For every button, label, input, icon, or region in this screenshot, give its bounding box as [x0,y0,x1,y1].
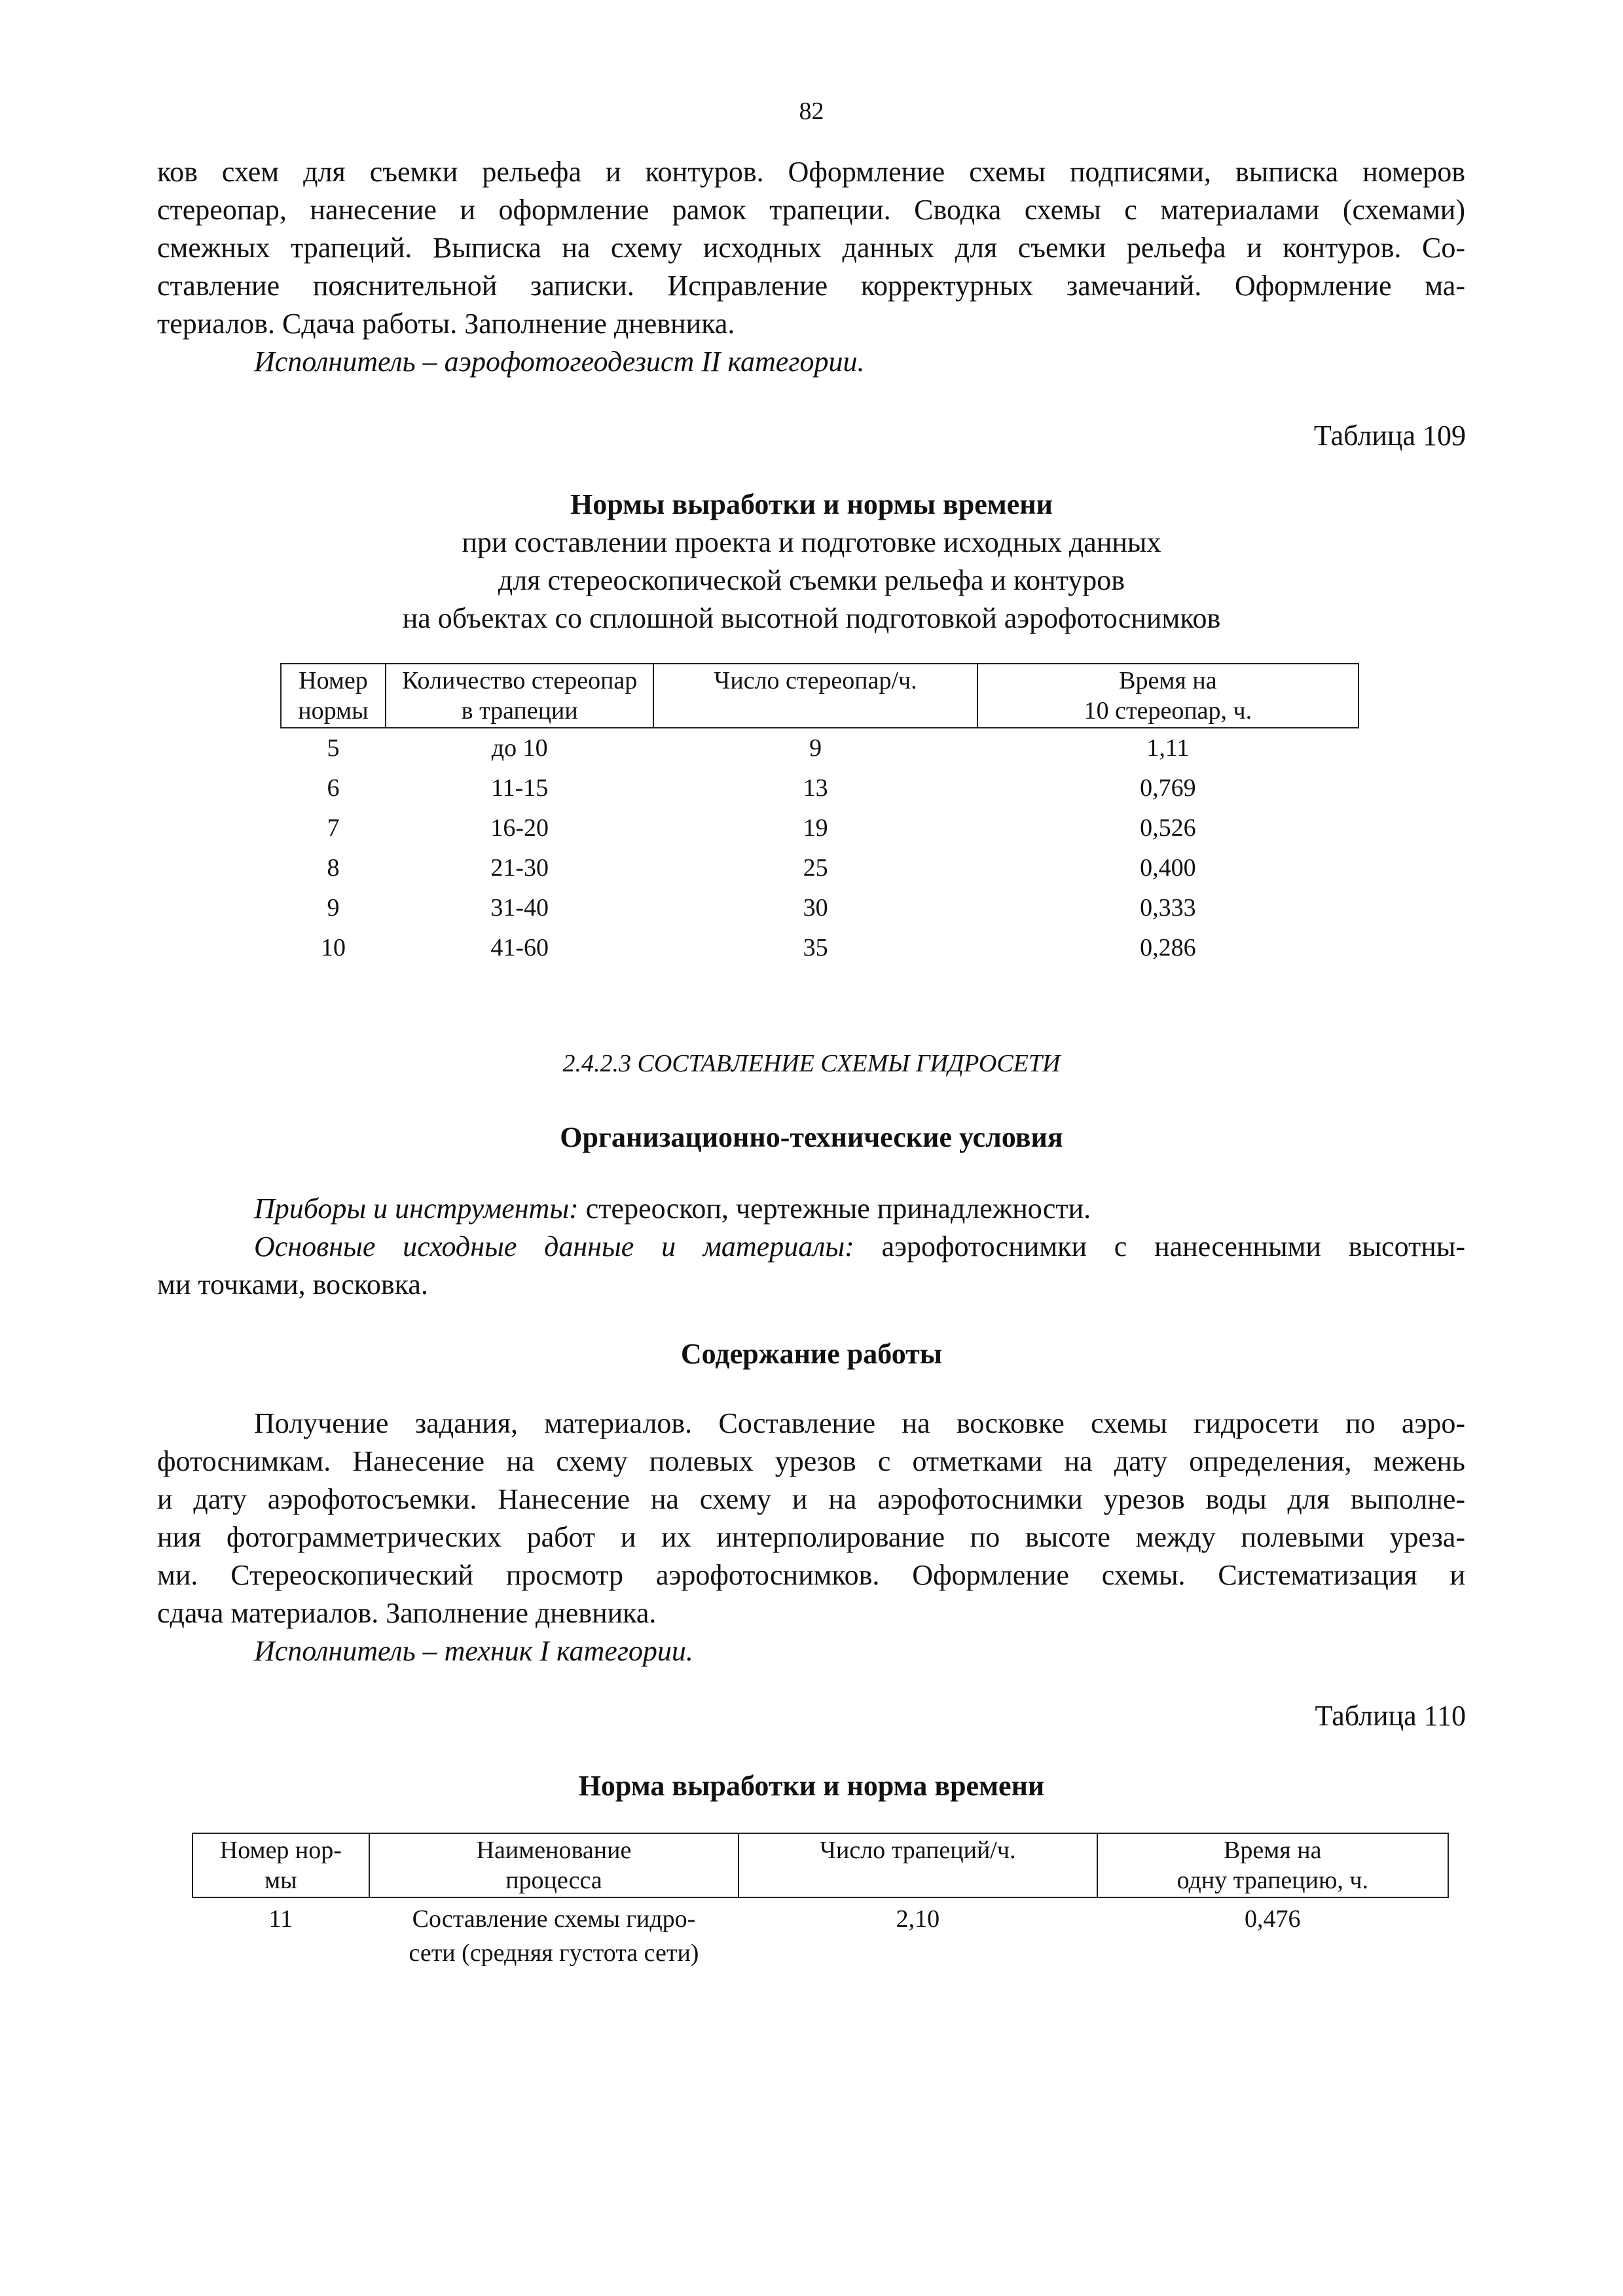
intro-line: ков схем для съемки рельефа и контуров. Оформление схемы подписями, выписка номеров [157,156,1465,188]
content-paragraph [157,1405,1465,1670]
table109-subtitle-line: для стереоскопической съемки рельефа и контуров [498,564,1125,596]
content-line: ми. Стереоскопический просмотр аэрофотоснимков. Оформление схемы. Систематизация и [157,1559,1465,1591]
table110-title: Норма выработки и норма времени [578,1770,1045,1802]
table109-subtitle [0,524,1623,637]
tools-text: стереоскоп, чертежные принадлежности. [578,1193,1091,1225]
materials-label: Основные исходные данные и материалы: [254,1230,854,1263]
table109-header-time: Время на 10 стереопар, ч. [977,664,1359,728]
table-row: 6 11-15 13 0,769 [327,774,1196,802]
conditions-paragraph [157,1190,1465,1304]
table109-header-number: Номер нормы [281,664,386,728]
intro-paragraph [157,153,1465,381]
table109-subtitle-line: при составлении проекта и подготовке исходных данных [462,526,1161,558]
table-row: 9 31-40 30 0,333 [327,894,1196,922]
table109 [280,663,1359,968]
materials-line-2: ми точками, восковка. [157,1268,428,1300]
content-line: сдача материалов. Заполнение дневника. [157,1597,657,1629]
org-heading: Организационно-технические условия [560,1121,1063,1153]
materials-line [157,1228,1465,1266]
intro-executor: Исполнитель – аэрофотогеодезист II категории. [254,346,865,378]
intro-line: териалов. Сдача работы. Заполнение дневника. [157,308,735,340]
content-heading: Содержание работы [680,1338,943,1370]
section-heading: 2.4.2.3 СОСТАВЛЕНИЕ СХЕМЫ ГИДРОСЕТИ [562,1050,1061,1077]
intro-line: ставление пояснительной записки. Исправление корректурных замечаний. Оформление ма- [157,270,1465,302]
content-executor: Исполнитель – техник I категории. [254,1635,693,1667]
table109-header-count: Количество стереопар в трапеции [386,664,654,728]
table110-header-row [192,1833,1448,1897]
table110-header-time: Время на одну трапецию, ч. [1097,1833,1448,1897]
table-row: 10 41-60 35 0,286 [320,934,1196,961]
table110-time: 0,476 [1245,1905,1301,1933]
content-line: и дату аэрофотосъемки. Нанесение на схему и на аэрофотоснимки урезов воды для выполне- [157,1483,1465,1515]
materials-text: аэрофотоснимки с нанесенными высотны- [854,1230,1465,1263]
table110-rate: 2,10 [896,1905,940,1933]
table110-label: Таблица 110 [1315,1700,1466,1732]
table110-number: 11 [268,1905,293,1933]
table110 [192,1833,1449,1970]
tools-label: Приборы и инструменты: [254,1193,579,1225]
content-line: ния фотограмметрических работ и их интерполирование по высоте между полевыми уреза- [157,1521,1465,1553]
page-number: 82 [799,98,824,125]
content-line: фотоснимкам. Нанесение на схему полевых урезов с отметками на дату определения, межень [157,1445,1465,1477]
table-row: 7 16-20 19 0,526 [327,814,1196,842]
intro-line: стереопар, нанесение и оформление рамок трапеции. Сводка схемы с материалами (схемами) [157,194,1465,226]
table109-header-rate: Число стереопар/ч. [653,664,977,728]
content-line: Получение задания, материалов. Составление на восковке схемы гидросети по аэро- [254,1407,1465,1439]
table-row [192,1897,1448,1970]
table110-name: Составление схемы гидро- сети (средняя густота сети) [409,1905,699,1967]
table109-subtitle-line: на объектах со сплошной высотной подготовкой аэрофотоснимков [402,602,1221,634]
table110-header-number: Номер нор- мы [192,1833,369,1897]
table109-label: Таблица 109 [1313,420,1466,452]
table110-header-name: Наименование процесса [369,1833,739,1897]
table-row: 8 21-30 25 0,400 [327,854,1196,882]
table109-header-row [281,664,1359,728]
table-row: 5 до 10 9 1,11 [327,734,1190,762]
table110-header-rate: Число трапеций/ч. [739,1833,1097,1897]
tools-line [157,1190,1465,1228]
table109-title: Нормы выработки и нормы времени [570,488,1053,520]
intro-line: смежных трапеций. Выписка на схему исходных данных для съемки рельефа и контуров. Со- [157,232,1465,264]
